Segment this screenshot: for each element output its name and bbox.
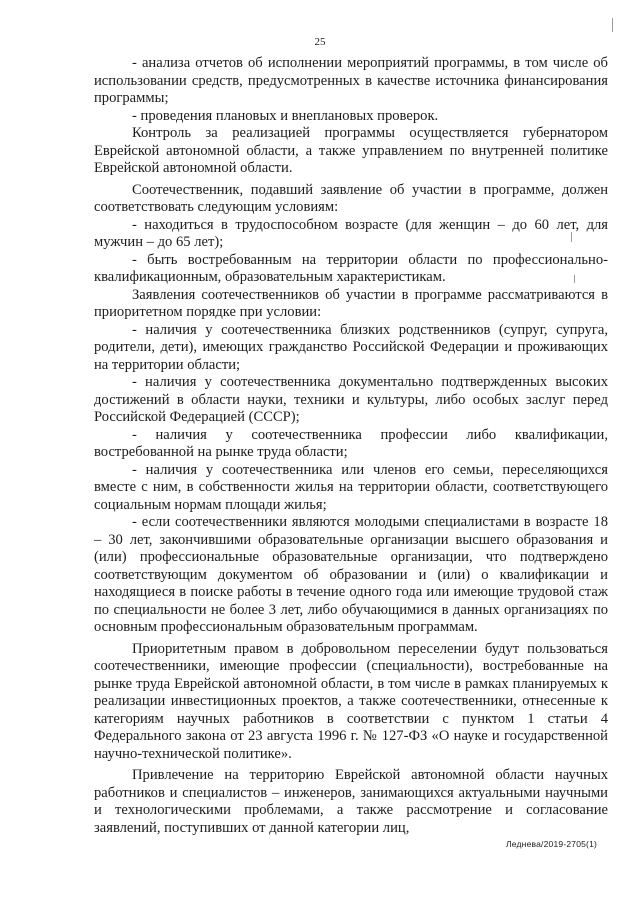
scan-artifact <box>571 232 572 242</box>
document-body <box>94 55 608 837</box>
paragraph: - анализа отчетов об исполнении мероприятий программы, в том числе об использовании средств, предусмотренных в качестве источника финансирования программы; <box>94 55 608 106</box>
scan-artifact <box>574 275 575 283</box>
paragraph: Приоритетным правом в добровольном переселении будут пользоваться соотечественники, имеющие профессии (специальности), востребованные на рынке труда Еврейской автономной области, в том числе в рамках планируемых к реализации инвестиционных проектов, а также соотечественники, отнесенные к категориям научных работников в соответствии с пунктом 1 статьи 4 Федерального закона от 23 августа 1996 г. № 127-ФЗ «О науке и государственной научно-технической политике». <box>94 640 608 762</box>
paragraph: - если соотечественники являются молодыми специалистами в возрасте 18 – 30 лет, закончившими образовательные организации высшего образования и (или) профессиональные образовательные организации, что подтверждено соответствующим документом об образовании и (или) о квалификации и находящиеся в поиске работы в течение одного года или имеющие трудовой стаж по специальности не более 3 лет, либо обучающимися в данных организациях по основным профессиональным образовательным программам. <box>94 514 608 635</box>
page-number: 25 <box>314 36 326 48</box>
paragraph: Контроль за реализацией программы осуществляется губернатором Еврейской автономной области, а также управлением по внутренней политике Еврейской автономной области. <box>94 125 608 176</box>
paragraph: - быть востребованным на территории области по профессионально-квалификационным, образовательным характеристикам. <box>94 251 608 285</box>
paragraph: Соотечественник, подавший заявление об участии в программе, должен соответствовать следующим условиям: <box>94 181 608 215</box>
document-code: Леднева/2019-2705(1) <box>506 839 598 849</box>
paragraph: - наличия у соотечественника документально подтвержденных высоких достижений в области науки, техники и культуры, либо особых заслуг перед Российской Федерацией (СССР); <box>94 374 608 425</box>
paragraph: - наличия у соотечественника или членов его семьи, переселяющихся вместе с ним, в собственности жилья на территории области, соответствующего социальным нормам площади жилья; <box>94 461 608 513</box>
paragraph: - проведения плановых и внеплановых проверок. <box>132 107 439 124</box>
paragraph: Заявления соотечественников об участии в программе рассматриваются в приоритетном порядке при условии: <box>94 286 608 320</box>
paragraph: - наличия у соотечественника близких родственников (супруг, супруга, родители, дети), имеющих гражданство Российской Федерации и проживающих на территории области; <box>94 321 608 373</box>
paragraph: - наличия у соотечественника профессии либо квалификации, востребованной на рынке труда области; <box>94 426 608 460</box>
scan-artifact <box>612 18 613 32</box>
paragraph: Привлечение на территорию Еврейской автономной области научных работников и специалистов – инженеров, занимающихся актуальными научными и технологическими проблемами, а также рассмотрение и согласование заявлений, поступивших от данной категории лиц, <box>94 767 608 836</box>
paragraph: - находиться в трудоспособном возрасте (для женщин – до 60 лет, для мужчин – до 65 лет); <box>94 216 608 250</box>
